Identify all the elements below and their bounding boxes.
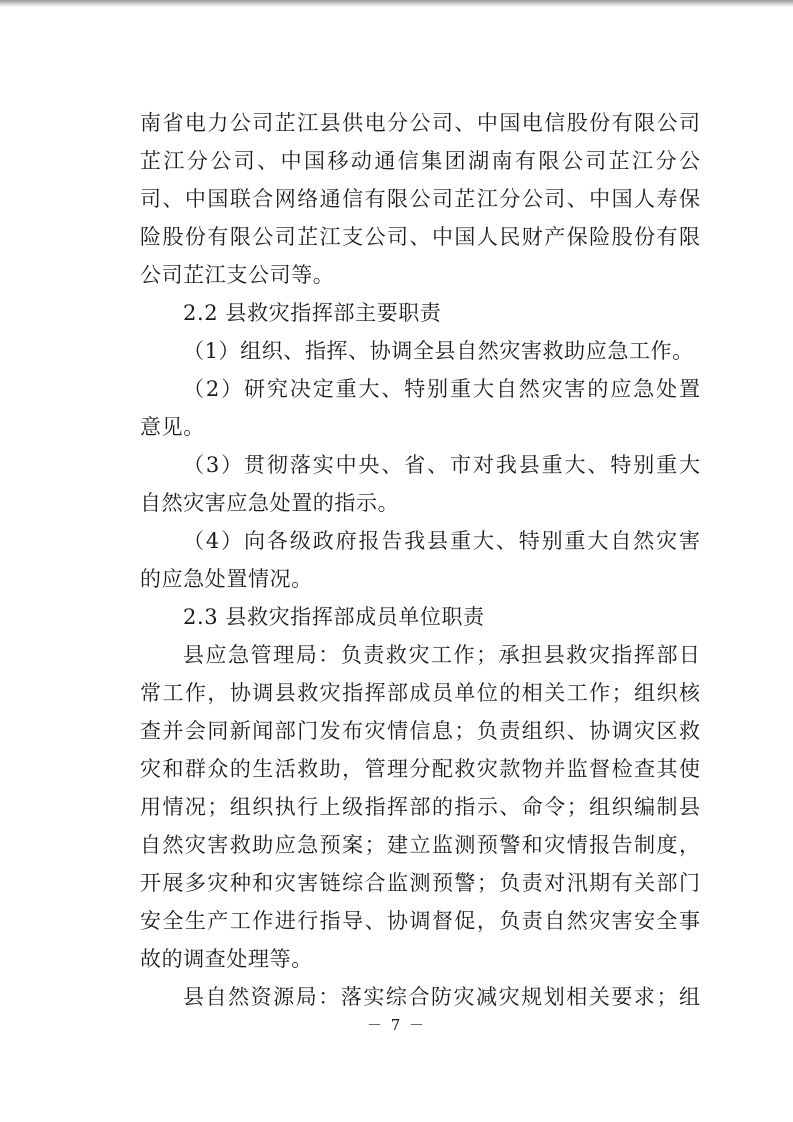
text-line: 安全生产工作进行指导、协调督促，负责自然灾害安全事	[140, 909, 700, 933]
text-line: 灾和群众的生活救助，管理分配救灾款物并监督检查其使	[140, 757, 700, 781]
text-line: 意见。	[140, 415, 205, 439]
text-line: （3）贯彻落实中央、省、市对我县重大、特别重大	[183, 453, 700, 477]
text-line: 县自然资源局：落实综合防灾减灾规划相关要求；组	[183, 985, 700, 1009]
section-heading-2-3: 2.3 县救灾指挥部成员单位职责	[183, 605, 485, 629]
text-line: （2）研究决定重大、特别重大自然灾害的应急处置	[183, 377, 700, 401]
text-line: （4）向各级政府报告我县重大、特别重大自然灾害	[183, 529, 700, 553]
text-line: 险股份有限公司芷江支公司、中国人民财产保险股份有限	[140, 225, 700, 249]
text-line: 用情况；组织执行上级指挥部的指示、命令；组织编制县	[140, 795, 700, 819]
document-body	[140, 104, 700, 1016]
paragraph-emergency-bureau	[140, 636, 700, 978]
page-number: － 7 －	[366, 1016, 427, 1034]
duty-item-4	[140, 522, 700, 598]
paragraph-natural-resources-bureau	[140, 978, 700, 1016]
text-line: 开展多灾种和灾害链综合监测预警；负责对汛期有关部门	[140, 871, 700, 895]
text-line: 常工作，协调县救灾指挥部成员单位的相关工作；组织核	[140, 681, 700, 705]
text-line: 自然灾害救助应急预案；建立监测预警和灾情报告制度，	[140, 833, 700, 857]
text-line: 司、中国联合网络通信有限公司芷江分公司、中国人寿保	[140, 187, 700, 211]
text-line: 公司芷江支公司等。	[140, 263, 335, 287]
paragraph-company-list	[140, 104, 700, 294]
section-heading-2-2: 2.2 县救灾指挥部主要职责	[183, 301, 442, 325]
text-line: 查并会同新闻部门发布灾情信息；负责组织、协调灾区救	[140, 719, 700, 743]
duty-item-3	[140, 446, 700, 522]
scan-edge	[0, 0, 793, 7]
text-line: 故的调查处理等。	[140, 947, 313, 971]
text-line: 县应急管理局：负责救灾工作；承担县救灾指挥部日	[183, 643, 700, 667]
text-line: 自然灾害应急处置的指示。	[140, 491, 400, 515]
text-line: 的应急处置情况。	[140, 567, 313, 591]
duty-item-1: （1）组织、指挥、协调全县自然灾害救助应急工作。	[183, 339, 694, 363]
duty-item-2	[140, 370, 700, 446]
text-line: 南省电力公司芷江县供电分公司、中国电信股份有限公司	[140, 111, 700, 135]
text-line: 芷江分公司、中国移动通信集团湖南有限公司芷江分公	[140, 149, 700, 173]
